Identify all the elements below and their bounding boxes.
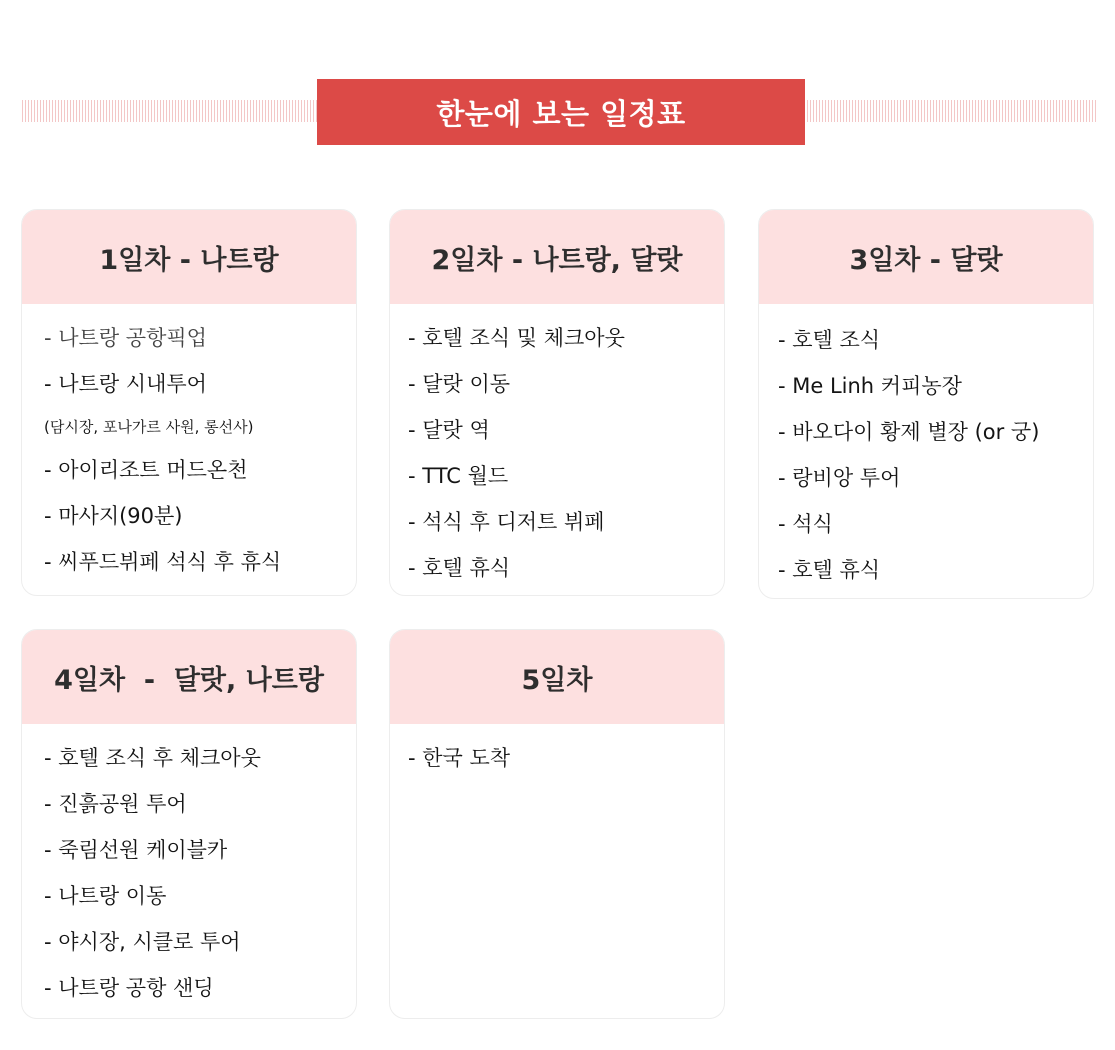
list-item: - 석식: [778, 512, 833, 536]
day-card-title: 3일차 - 달랏: [759, 210, 1093, 304]
list-item: - 호텔 조식 및 체크아웃: [408, 326, 625, 350]
title-banner: [22, 79, 1098, 145]
list-item: - 씨푸드뷔페 석식 후 휴식: [44, 550, 282, 574]
page-title: 한눈에 보는 일정표: [317, 79, 805, 145]
decorative-stripe-right: [807, 100, 1098, 122]
day-card-items: [390, 304, 724, 594]
list-item: - 호텔 조식 후 체크아웃: [44, 746, 261, 770]
day-card-items: [390, 724, 724, 784]
list-item: - 호텔 휴식: [778, 558, 881, 582]
list-item: - 호텔 휴식: [408, 556, 511, 580]
list-item: - 나트랑 공항 샌딩: [44, 976, 214, 1000]
list-item: - 석식 후 디저트 뷔페: [408, 510, 605, 534]
day-card-title: 2일차 - 나트랑, 달랏: [390, 210, 724, 304]
list-item: - 랑비앙 투어: [778, 466, 901, 490]
list-item: - 아이리조트 머드온천: [44, 458, 248, 482]
list-item: - 달랏 역: [408, 418, 490, 442]
day-card-items: [759, 304, 1093, 596]
day-card-title: 4일차 - 달랏, 나트랑: [22, 630, 356, 724]
list-item: - 한국 도착: [408, 746, 511, 770]
list-item: - 나트랑 이동: [44, 884, 167, 908]
list-item: - 마사지(90분): [44, 504, 183, 528]
list-item: - 달랏 이동: [408, 372, 511, 396]
list-item: - 진흙공원 투어: [44, 792, 187, 816]
day-card-3: [758, 209, 1094, 599]
decorative-stripe-left: [22, 100, 317, 122]
list-item: - 호텔 조식: [778, 328, 881, 352]
list-item: - 야시장, 시클로 투어: [44, 930, 241, 954]
day-card-4: [21, 629, 357, 1019]
list-item: - TTC 월드: [408, 464, 509, 488]
day-card-5: [389, 629, 725, 1019]
day-card-2: [389, 209, 725, 596]
list-item: - 바오다이 황제 별장 (or 궁): [778, 420, 1040, 444]
day-card-items: [22, 304, 356, 588]
day-card-items: [22, 724, 356, 1014]
day-card-1: [21, 209, 357, 596]
list-item: - 나트랑 시내투어: [44, 372, 207, 396]
list-item-note: (담시장, 포나가르 사원, 롱선사): [44, 418, 254, 436]
list-item: - Me Linh 커피농장: [778, 374, 962, 398]
day-card-title: 1일차 - 나트랑: [22, 210, 356, 304]
list-item: - 죽림선원 케이블카: [44, 838, 228, 862]
day-card-title: 5일차: [390, 630, 724, 724]
list-item: - 나트랑 공항픽업: [44, 326, 207, 350]
